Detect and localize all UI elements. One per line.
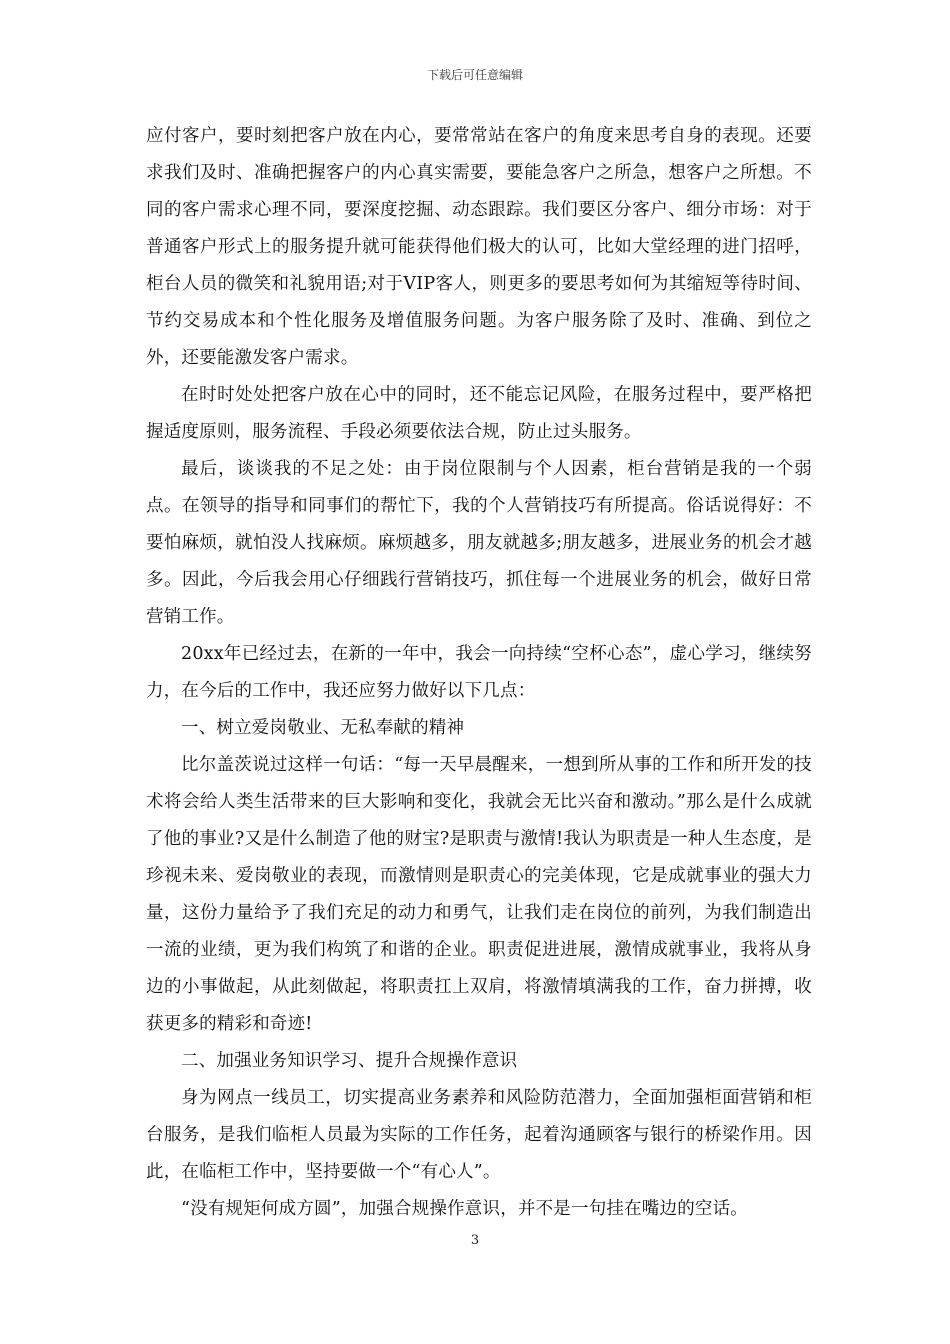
section-heading-1: 一、树立爱岗敬业、无私奉献的精神 bbox=[181, 718, 465, 738]
paragraph-5: 比尔盖茨说过这样一句话：“每一天早晨醒来，一想到所从事的工作和所开发的技术将会给人类生活带来的巨大影响和变化，我就会无比兴奋和激动。”那么是什么成就了他的事业?又是什么制造了他的财宝?是职责与激情!我认为职责是一种人生态度，是珍视未来、爱岗敬业的表现，而激情则是职责心的完美体现，它是成就事业的强大力量，这份力量给予了我们充足的动力和勇气，让我们走在岗位的前列，为我们制造出一流的业绩，更为我们构筑了和谐的企业。职责促进进展，激情成就事业，我将从身边的小事做起，从此刻做起，将职责扛上双肩，将激情填满我的工作，奋力拼搏，收获更多的精彩和奇迹! bbox=[146, 755, 812, 1034]
document-body bbox=[146, 118, 812, 1228]
page-number: 3 bbox=[470, 1233, 480, 1248]
paragraph-7: “没有规矩何成方圆”，加强合规操作意识，并不是一句挂在嘴边的空话。 bbox=[181, 1199, 748, 1219]
paragraph-2: 在时时处处把客户放在心中的同时，还不能忘记风险，在服务过程中，要严格把握适度原则，服务流程、手段必须要依法合规，防止过头服务。 bbox=[146, 385, 812, 442]
paragraph-6: 身为网点一线员工，切实提高业务素养和风险防范潜力，全面加强柜面营销和柜台服务，是我们临柜人员最为实际的工作任务，起着沟通顾客与银行的桥梁作用。因此，在临柜工作中，坚持要做一个“有心人”。 bbox=[146, 1088, 812, 1182]
paragraph-4: 20xx年已经过去，在新的一年中，我会一向持续“空杯心态”，虚心学习，继续努力，在今后的工作中，我还应努力做好以下几点： bbox=[146, 644, 812, 701]
section-heading-2: 二、加强业务知识学习、提升合规操作意识 bbox=[181, 1051, 518, 1071]
paragraph-3: 最后，谈谈我的不足之处：由于岗位限制与个人因素，柜台营销是我的一个弱点。在领导的指导和同事们的帮忙下，我的个人营销技巧有所提高。俗话说得好：不要怕麻烦，就怕没人找麻烦。麻烦越多，朋友就越多;朋友越多，进展业务的机会才越多。因此，今后我会用心仔细践行营销技巧，抓住每一个进展业务的机会，做好日常营销工作。 bbox=[146, 459, 812, 627]
page-header: 下载后可任意编辑 bbox=[426, 68, 523, 82]
paragraph-1: 应付客户，要时刻把客户放在内心，要常常站在客户的角度来思考自身的表现。还要求我们及时、准确把握客户的内心真实需要，要能急客户之所急，想客户之所想。不同的客户需求心理不同，要深度挖掘、动态跟踪。我们要区分客户、细分市场：对于普通客户形式上的服务提升就可能获得他们极大的认可，比如大堂经理的进门招呼，柜台人员的微笑和礼貌用语;对于VIP客人，则更多的要思考如何为其缩短等待时间、节约交易成本和个性化服务及增值服务问题。为客户服务除了及时、准确、到位之外，还要能激发客户需求。 bbox=[146, 126, 812, 368]
